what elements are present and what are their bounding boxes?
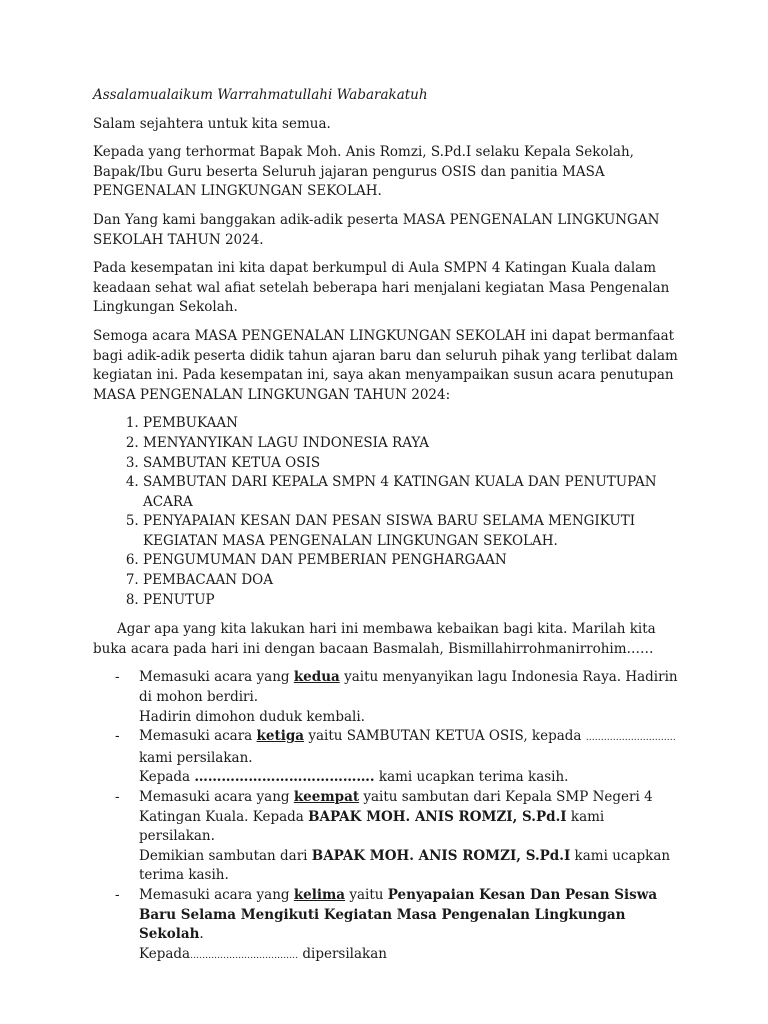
paragraph-basmalah: Agar apa yang kita lakukan hari ini membawa kebaikan bagi kita. Marilah kita buka acara pada hari ini dengan bacaan Basmalah, Bismillahirrohmanirrohim…… xyxy=(93,621,656,657)
act-item-kelima xyxy=(93,886,678,966)
act-text: yaitu xyxy=(345,886,388,903)
act-text: yaitu menyanyikan lagu Indonesia Raya. Hadirin di mohon berdiri. xyxy=(139,669,678,706)
act-text: Kepada xyxy=(139,769,195,786)
act-followup: Hadirin dimohon duduk kembali. xyxy=(139,708,365,725)
agenda-item: 7. PEMBACAAN DOA xyxy=(143,571,678,591)
act-text: Kepada xyxy=(139,945,191,962)
act-title: Penyapaian Kesan Dan Pesan Siswa Baru Selama Mengikuti Kegiatan Masa Pengenalan Lingkungan Sekolah xyxy=(139,886,658,943)
agenda-item: 3. SAMBUTAN KETUA OSIS xyxy=(143,454,678,474)
act-text: yaitu SAMBUTAN KETUA OSIS, kepada xyxy=(304,728,586,745)
act-text: . xyxy=(199,926,204,943)
act-text: Demikian sambutan dari xyxy=(139,847,312,864)
act-followup xyxy=(139,847,678,886)
agenda-item: 5. PENYAPAIAN KESAN DAN PESAN SISWA BARU SELAMA MENGIKUTI KEGIATAN MASA PENGENALAN LINGKUNGAN SEKOLAH. xyxy=(143,512,678,551)
act-keyword: keempat xyxy=(293,789,360,805)
act-keyword: ketiga xyxy=(256,728,305,745)
blank-dots: ……………………………… xyxy=(190,950,299,961)
act-item-kedua xyxy=(93,668,678,727)
paragraph-kesempatan: Pada kesempatan ini kita dapat berkumpul di Aula SMPN 4 Katingan Kuala dalam keadaan sehat wal afiat setelah beberapa hari menjalani kegiatan Masa Pengenalan Lingkungan Sekolah. xyxy=(93,260,670,316)
agenda-item: 2. MENYANYIKAN LAGU INDONESIA RAYA xyxy=(143,434,678,454)
act-item-ketiga xyxy=(93,727,678,788)
act-text: kami ucapkan terima kasih. xyxy=(374,769,569,786)
agenda-item: 6. PENGUMUMAN DAN PEMBERIAN PENGHARGAAN xyxy=(143,551,678,571)
act-text: kami ucapkan terima kasih. xyxy=(139,847,671,884)
act-text: kami persilakan. xyxy=(139,808,605,845)
agenda-item: 4. SAMBUTAN DARI KEPALA SMPN 4 KATINGAN KUALA DAN PENUTUPAN ACARA xyxy=(143,473,678,512)
speaker-name: BAPAK MOH. ANIS ROMZI, S.Pd.I xyxy=(311,847,571,864)
acts-list xyxy=(93,668,678,966)
greeting: Assalamualaikum Warrahmatullahi Wabarakatuh xyxy=(93,87,428,103)
act-text: dipersilakan xyxy=(298,945,387,962)
act-keyword: kedua xyxy=(293,669,340,686)
act-text: yaitu sambutan dari Kepala SMP Negeri 4 Katingan Kuala. Kepada xyxy=(139,789,653,825)
paragraph-salam: Salam sejahtera untuk kita semua. xyxy=(93,115,331,132)
speaker-name: BAPAK MOH. ANIS ROMZI, S.Pd.I xyxy=(308,808,567,825)
act-text: Memasuki acara yang xyxy=(139,669,294,686)
agenda-item: 1. PEMBUKAAN xyxy=(143,414,678,434)
blank-dots: …………………………………. xyxy=(194,769,375,786)
blank-dots: ………………………… xyxy=(585,733,676,744)
act-followup xyxy=(139,945,678,967)
paragraph-peserta: Dan Yang kami banggakan adik-adik peserta MASA PENGENALAN LINGKUNGAN SEKOLAH TAHUN 2024. xyxy=(93,211,660,248)
act-text: Memasuki acara yang xyxy=(139,886,294,903)
agenda-item: 8. PENUTUP xyxy=(143,591,678,611)
act-followup xyxy=(139,768,678,788)
act-text: Memasuki acara xyxy=(139,728,257,745)
paragraph-kepada: Kepada yang terhormat Bapak Moh. Anis Romzi, S.Pd.I selaku Kepala Sekolah, Bapak/Ibu Guru beserta Seluruh jajaran pengurus OSIS dan panitia MASA PENGENALAN LINGKUNGAN SEKOLAH. xyxy=(93,144,634,200)
act-item-keempat xyxy=(93,788,678,886)
paragraph-semoga: Semoga acara MASA PENGENALAN LINGKUNGAN SEKOLAH ini dapat bermanfaat bagi adik-adik peserta didik tahun ajaran baru dan seluruh pihak yang terlibat dalam kegiatan ini. Pada kesempatan ini, saya akan menyampaikan susun acara penutupan MASA PENGENALAN LINGKUNGAN TAHUN 2024: xyxy=(93,327,678,403)
agenda-list xyxy=(93,414,678,610)
act-text: Memasuki acara yang xyxy=(139,789,294,805)
act-keyword: kelima xyxy=(293,886,346,903)
act-text: kami persilakan. xyxy=(139,749,253,766)
